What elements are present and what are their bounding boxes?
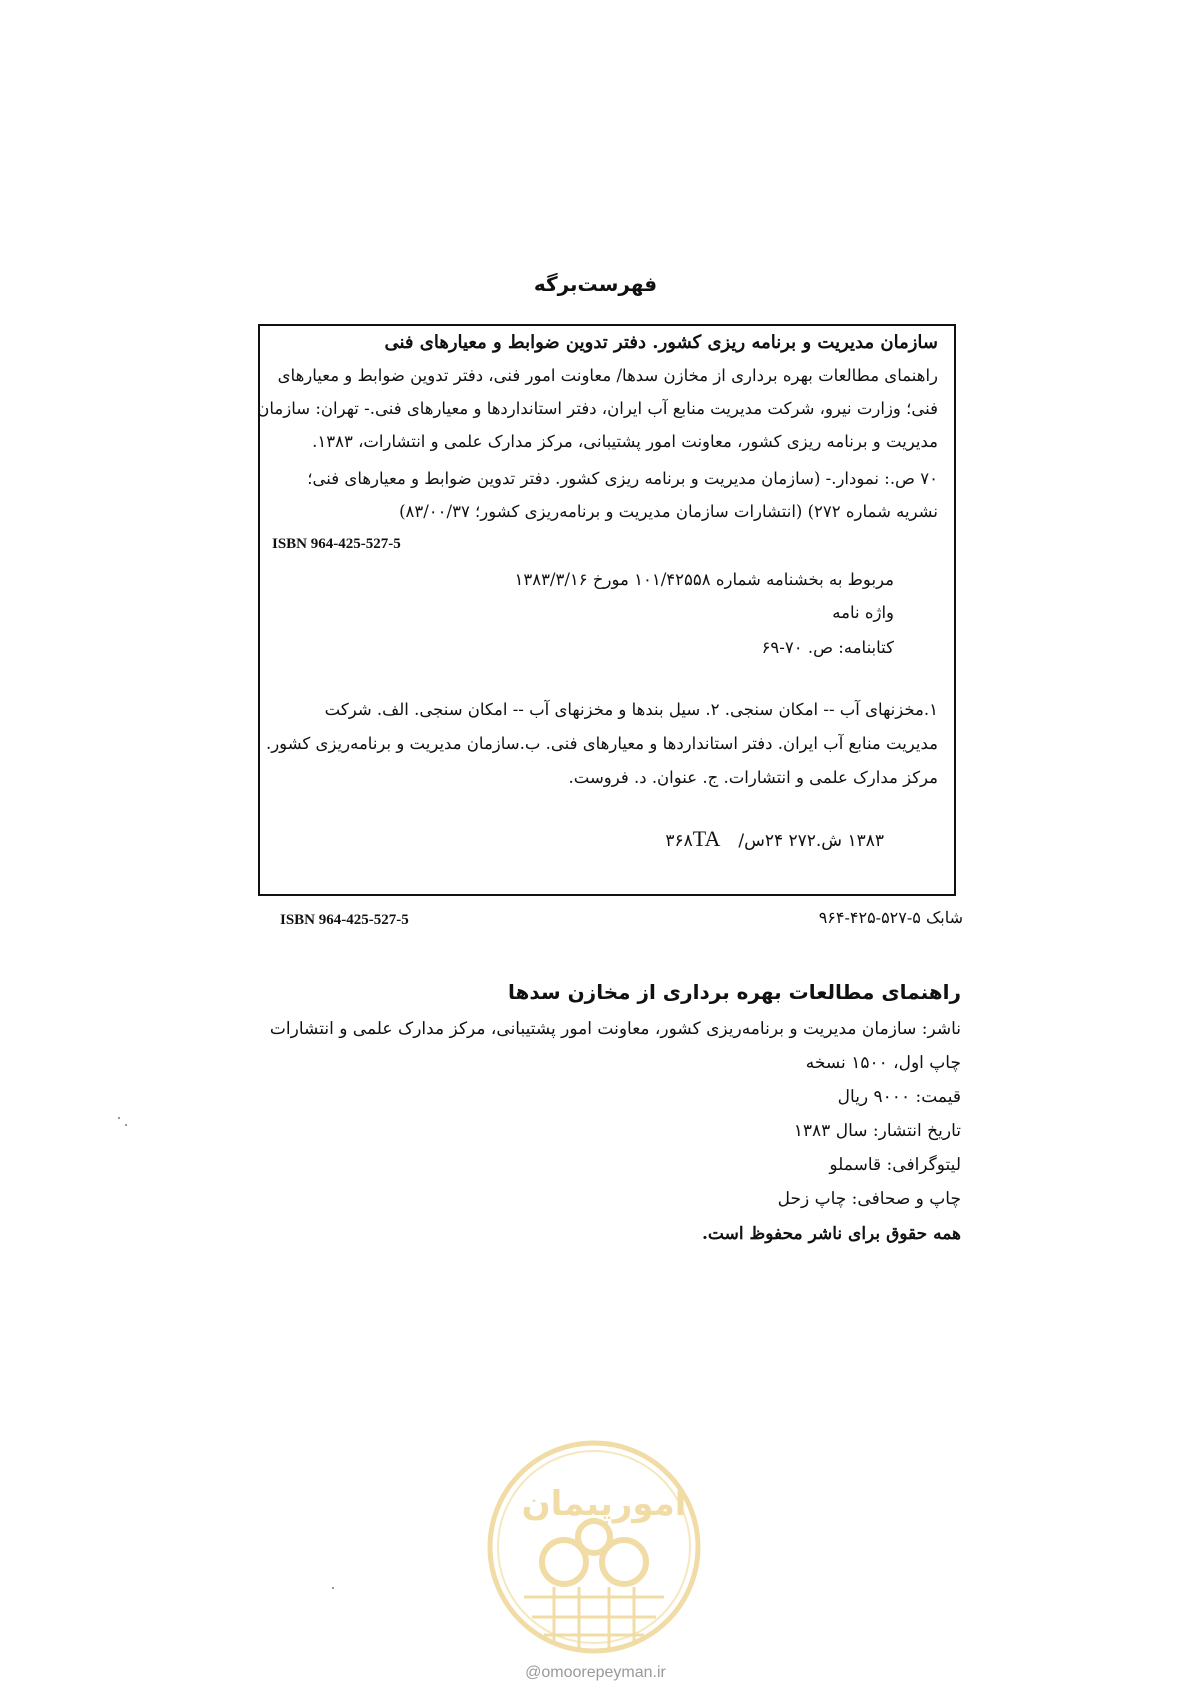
- watermark-site: @omoorepeyman.ir: [525, 1664, 666, 1681]
- scan-speck: [125, 1124, 127, 1126]
- cip-line: نشریه شماره ۲۷۲) (انتشارات سازمان مدیریت و برنامه‌ریزی کشور؛ ۸۳/۰۰/۳۷): [399, 502, 938, 521]
- cip-line: سازمان مدیریت و برنامه ریزی کشور. دفتر تدوین ضوابط و معیارهای فنی: [384, 332, 938, 353]
- cip-subject: ۱.مخزنهای آب -- امکان سنجی. ۲. سیل بندها و مخزنهای آب -- امکان سنجی. الف. شرکت: [324, 700, 938, 719]
- cip-note: کتابنامه: ص. ۷۰-۶۹: [761, 638, 894, 657]
- imprint-heading: راهنمای مطالعات بهره برداری از مخازن سدها: [508, 980, 961, 1004]
- cip-subject: مدیریت منابع آب ایران. دفتر استانداردها و معیارهای فنی. ب.سازمان مدیریت و برنامه‌ریزی کشور.: [265, 734, 938, 753]
- imprint-line: ناشر: سازمان مدیریت و برنامه‌ریزی کشور، معاونت امور پشتیبانی، مرکز مدارک علمی و انتشارات: [269, 1019, 961, 1039]
- class-letters: TA: [692, 826, 721, 851]
- footer-isbn: ISBN 964-425-527-5: [280, 912, 409, 928]
- scan-speck: [118, 1117, 120, 1119]
- class-number: [665, 826, 884, 852]
- watermark-logo-text: امورپیمان: [521, 1484, 687, 1524]
- imprint-line: قیمت: ۹۰۰۰ ریال: [837, 1087, 961, 1107]
- scan-speck: [332, 1587, 334, 1589]
- cip-line: مدیریت و برنامه ریزی کشور، معاونت امور پشتیبانی، مرکز مدارک علمی و انتشارات، ۱۳۸۳.: [312, 432, 938, 451]
- watermark-seal-icon: [484, 1437, 704, 1657]
- class-number-digits: ۱۳۸۳ ش.۲۷۲ ۲۴س/۳۶۸: [665, 831, 884, 851]
- shabak: شابک ۵-۵۲۷-۴۲۵-۹۶۴: [818, 908, 963, 927]
- cip-subject: مرکز مدارک علمی و انتشارات. ج. عنوان. د. فروست.: [568, 768, 938, 787]
- cip-note: واژه نامه: [832, 603, 894, 622]
- imprint-line: تاریخ انتشار: سال ۱۳۸۳: [793, 1121, 961, 1141]
- imprint-line: چاپ اول، ۱۵۰۰ نسخه: [805, 1053, 961, 1073]
- cip-line: ۷۰ ص.: نمودار.- (سازمان مدیریت و برنامه ریزی کشور. دفتر تدوین ضوابط و معیارهای فنی؛: [307, 469, 938, 488]
- cataloging-box: [258, 324, 956, 896]
- imprint-rights: همه حقوق برای ناشر محفوظ است.: [701, 1224, 961, 1244]
- cip-line: فنی؛ وزارت نیرو، شرکت مدیریت منابع آب ایران، دفتر استانداردها و معیارهای فنی.- تهران: سازمان: [257, 399, 938, 418]
- page-title: فهرست‌برگه: [533, 272, 658, 296]
- imprint-line: چاپ و صحافی: چاپ زحل: [777, 1189, 961, 1209]
- cip-note: مربوط به بخشنامه شماره ۱۰۱/۴۲۵۵۸ مورخ ۱۳۸۳/۳/۱۶: [514, 570, 894, 589]
- cip-isbn: ISBN 964-425-527-5: [272, 536, 401, 552]
- imprint-line: لیتوگرافی: قاسملو: [829, 1155, 961, 1175]
- cip-line: راهنمای مطالعات بهره برداری از مخازن سدها/ معاونت امور فنی، دفتر تدوین ضوابط و معیارهای: [277, 366, 938, 385]
